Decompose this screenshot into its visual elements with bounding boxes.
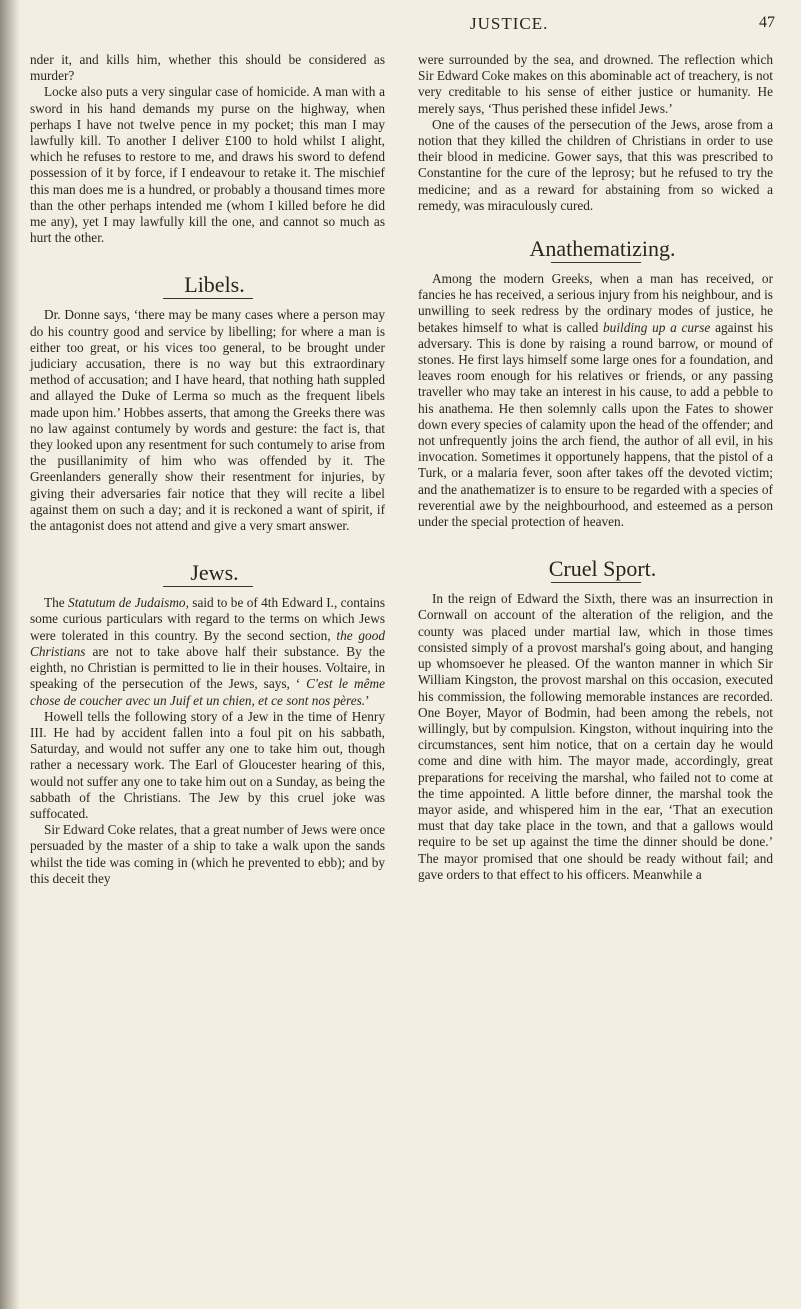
paragraph-continued: were surrounded by the sea, and drowned. The reflection which Sir Edward Coke makes on this abominable act of treachery, is not very creditable to his sense of either justice or humanity. He merely says, ‘Thus perished these infidel Jews.’	[418, 52, 773, 116]
paragraph-anathema	[418, 271, 773, 530]
paragraph-locke: Locke also puts a very singular case of homicide. A man with a sword in his hand demands my purse on the highway, when perhaps I have not twelve pence in my pocket; this man I may lawfully kill. To another I deliver £100 to hold whilst I alight, which he refuses to restore to me, and draws his sword to defend possession of it by force, if I endeavour to retake it. The mischief this man does me is a hundred, or probably a thousand times more than the other perhaps intended me (whom I killed before he did me any), yet I may lawfully kill the one, and cannot so much as hurt the other.	[30, 84, 385, 246]
page-gutter-shadow	[0, 0, 20, 1309]
paragraph-coke: Sir Edward Coke relates, that a great number of Jews were once persuaded by the master of a ship to take a walk upon the sands whilst the tide was coming in (which he prevented to ebb); and by this deceit they	[30, 822, 385, 886]
italic-run: the good Christians	[30, 627, 385, 659]
right-column	[418, 52, 773, 883]
paragraph-statutum	[30, 595, 385, 708]
italic-run: building up a curse	[603, 319, 711, 335]
text-run: Among the modern Greeks, when a man has received, or fancies he has received, a serious injury from his neighbour, and is unwilling to seek redress by the ordinary modes of justice, he betakes himself to what is called	[418, 271, 773, 335]
paragraph-cruel-sport: In the reign of Edward the Sixth, there was an insurrection in Cornwall on account of the alteration of the religion, and the county was placed under martial law, which in those times consisted simply of a provost marshal's going about, and hanging up whomsoever he pleased. Of the wanton manner in which Sir William Kingston, the provost marshal on this occasion, executed his commission, the following memorable instances are recorded. One Boyer, Mayor of Bodmin, had been among the rebels, not willingly, but by compulsion. Kingston, without inquiring into the circumstances, sent him notice, that on a certain day he would come and dine with him. The mayor made, accordingly, great preparations for receiving the marshal, who failed not to come at the time appointed. A little before dinner, the marshal took the mayor aside, and whispered him in the ear, ‘That an execution must that day take place in the town, and that a gallows would require to be set up against the time the dinner should be done.’ The mayor promised that one should be ready without fail; and gave orders to that effect to his officers. Meanwhile a	[418, 591, 773, 882]
text-run: said to be of 4th Edward I., contains some curious particulars with regard to the terms on which Jews were tolerated in this country. By the second section,	[30, 595, 385, 643]
text-run: are not to take above half their substance. By the eighth, no Christian is permitted to lie in their houses. Voltaire, in speaking of the persecution of the Jews, says, ‘	[30, 643, 385, 692]
text-run: against his adversary. This is done by raising a round barrow, or mound of stones. He first lays himself some large ones for a foundation, and leaves room enough for his relatives or friends, or any passing traveller who may take an interest in his cause, to add a pebble to his anathema. He then solemnly calls upon the Fates to shower down every species of calamity upon the head of the offender; and not unfrequently joins the arch fiend, the author of all evil, in his invocation. Sometimes it opportunely happens, that the pistol of a Turk, or a malaria fever, soon after takes off the devoted victim; and the anathematizer is to ensure to be regarded with a species of reverential awe by the neighbourhood, and esteemed as a person under the special protection of heaven.	[418, 319, 773, 530]
running-title: JUSTICE.	[470, 14, 549, 33]
italic-run: C'est le même chose de coucher avec un Juif et un chien, et ce sont nos pères.	[30, 676, 385, 708]
paragraph-causes: One of the causes of the persecution of the Jews, arose from a notion that they killed the children of Christians in order to use their blood in medicine. Gower says, that this was prescribed to Constantine for the cure of the leprosy; but he refused to try the medicine; and as a reward for abstaining from so wicked a remedy, was miraculously cured.	[418, 116, 773, 213]
left-column	[30, 52, 385, 887]
page-number: 47	[759, 14, 775, 31]
page-header	[0, 8, 801, 42]
paragraph-donne: Dr. Donne says, ‘there may be many cases where a person may do his country good and service by libelling; for where a man is either too great, or his vices too general, to be brought under judiciary accusation, there is no way but this extraordinary method of accusation; and I have heard, that nothing hath suppled and allayed the Duke of Lerma so much as the frequent libels made upon him.’ Hobbes asserts, that among the Greeks there was no law against contumely by words and gesture: the fact is, that they looked upon any resentment for such contumely to arise from the pusillanimity of him who was offended by it. The Greenlanders generally show their resentment for injuries, by giving their adversaries fair notice that they will recite a libel against them on such a day; and it is reckoned a want of spirit, if the antagonist does not attend and give a very smart answer.	[30, 307, 385, 534]
section-title-cruel-sport: Cruel Sport.	[548, 556, 657, 582]
italic-run: Statutum de Judaismo,	[68, 595, 189, 611]
text-run: The	[44, 595, 69, 611]
section-title-anathematizing: Anathematizing.	[529, 236, 676, 262]
paragraph-intro: nder it, and kills him, whether this should be considered as murder?	[30, 52, 385, 84]
paragraph-howell: Howell tells the following story of a Jew in the time of Henry III. He had by accident fallen into a foul pit on his sabbath, Saturday, and would not suffer any one to take him out, though rather a necessary work. The Earl of Gloucester hearing of this, would not suffer any one to take him out on a Sunday, as being the sabbath of the Christians. The Jew by this cruel joke was suffocated.	[30, 708, 385, 821]
section-title-libels: Libels.	[184, 272, 245, 298]
section-title-jews: Jews.	[190, 560, 239, 586]
text-run: ’	[365, 692, 370, 708]
